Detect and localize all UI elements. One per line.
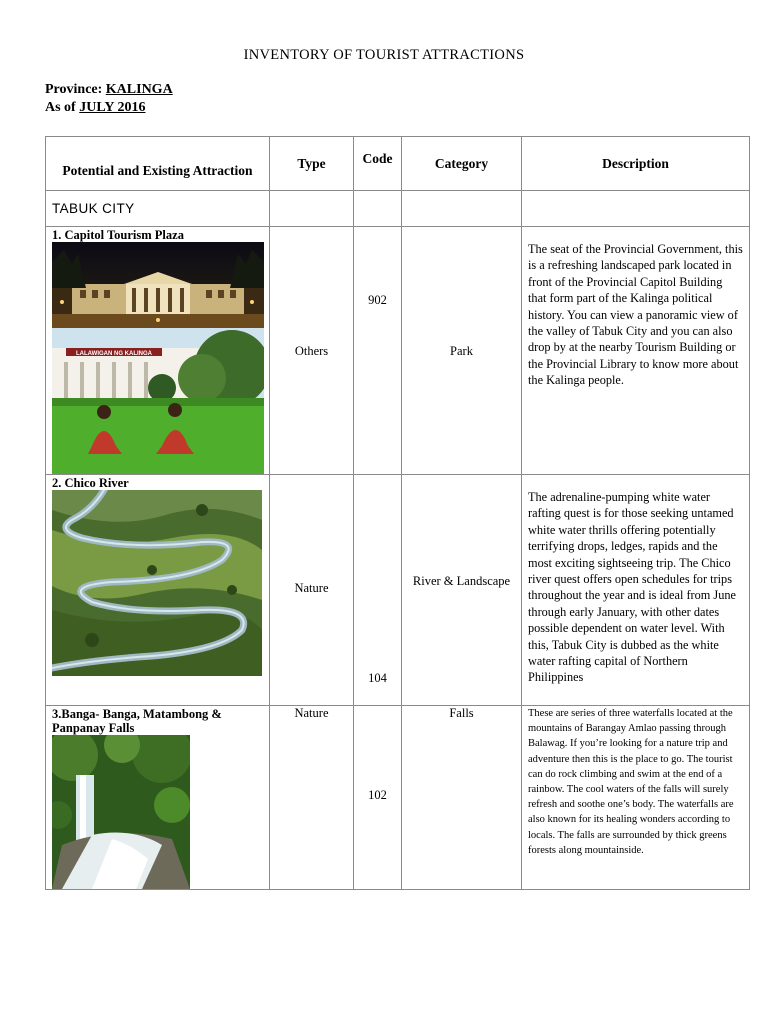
capitol-sign-text: LALAWIGAN NG KALINGA	[76, 351, 152, 357]
category-cell	[402, 475, 522, 706]
description-text: These are series of three waterfalls located at the mountains of Barangay Amlao passing through Balawag. If you’re looking for a nature trip and adventure then this is the place to go. The tourist can do rock climbing and swim at the end of a rainbow. The cool waters of the falls will surely refresh and soothe one’s body. The waterfalls are also known for its healing wonders according to locals. The falls are surrounded by thick greens forests along mountainside.	[528, 708, 734, 856]
province-label: Province:	[45, 82, 103, 97]
attraction-cell	[46, 706, 270, 890]
header-type: Type	[270, 137, 354, 191]
header-description: Description	[522, 137, 750, 191]
province-value: KALINGA	[105, 82, 173, 97]
description-cell	[522, 706, 750, 890]
code-value: 902	[368, 293, 387, 307]
description-cell	[522, 475, 750, 706]
city-name: TABUK CITY	[46, 191, 270, 227]
category-cell	[402, 706, 522, 890]
header-attraction: Potential and Existing Attraction	[46, 137, 270, 191]
attractions-table	[45, 136, 750, 890]
type-value: Nature	[294, 706, 329, 720]
city-row	[46, 191, 750, 227]
category-value: River & Landscape	[412, 574, 511, 588]
attraction-name: 1. Capitol Tourism Plaza	[52, 228, 184, 242]
header-category: Category	[402, 137, 522, 191]
asof-label: As of	[45, 100, 76, 115]
header-row	[46, 137, 750, 191]
attraction-cell	[46, 475, 270, 706]
capitol-night-photo	[52, 242, 264, 328]
province-line	[45, 82, 173, 98]
table-row	[46, 227, 750, 475]
type-value: Others	[294, 344, 329, 358]
capitol-day-photo	[52, 328, 264, 474]
description-cell	[522, 227, 750, 475]
code-value: 102	[368, 788, 387, 802]
table-row	[46, 475, 750, 706]
code-cell	[354, 706, 402, 890]
description-text: The seat of the Provincial Government, this is a refreshing landscaped park located in front of the Provincial Capitol Building that form part of the Kalinga political history. You can view a panoramic view of the valley of Tabuk City and you can also drop by at the nearby Tourism Building or the Provincial Library to know more about the Kalinga people.	[528, 242, 743, 388]
type-cell	[270, 227, 354, 475]
description-text: The adrenaline-pumping white water rafting quest is for those seeking untamed white water thrills offering potentially terrifying drops, ledges, rapids and the most exciting sightseeing trip. The Chico river quest offers open schedules for trips throughout the year and is ideal from June through early January, with other dates possible dependent on water level. With this, Tabuk City is dubbed as the white water rafting capital of Northern Philippines	[528, 490, 736, 685]
asof-line	[45, 100, 146, 116]
attraction-name: 2. Chico River	[52, 476, 129, 490]
category-cell	[402, 227, 522, 475]
table-row	[46, 706, 750, 890]
attraction-cell	[46, 227, 270, 475]
attraction-name: 3.Banga- Banga, Matambong & Panpanay Falls	[52, 707, 222, 735]
type-value: Nature	[294, 581, 329, 595]
chico-river-photo	[52, 490, 262, 676]
header-code: Code	[354, 137, 402, 191]
code-cell	[354, 227, 402, 475]
type-cell	[270, 475, 354, 706]
code-cell	[354, 475, 402, 706]
falls-photo	[52, 735, 190, 889]
code-value: 104	[368, 671, 387, 685]
category-value: Falls	[449, 706, 474, 720]
type-cell	[270, 706, 354, 890]
category-value: Park	[450, 344, 473, 358]
document-title: INVENTORY OF TOURIST ATTRACTIONS	[243, 47, 525, 63]
asof-value: JULY 2016	[79, 100, 146, 115]
